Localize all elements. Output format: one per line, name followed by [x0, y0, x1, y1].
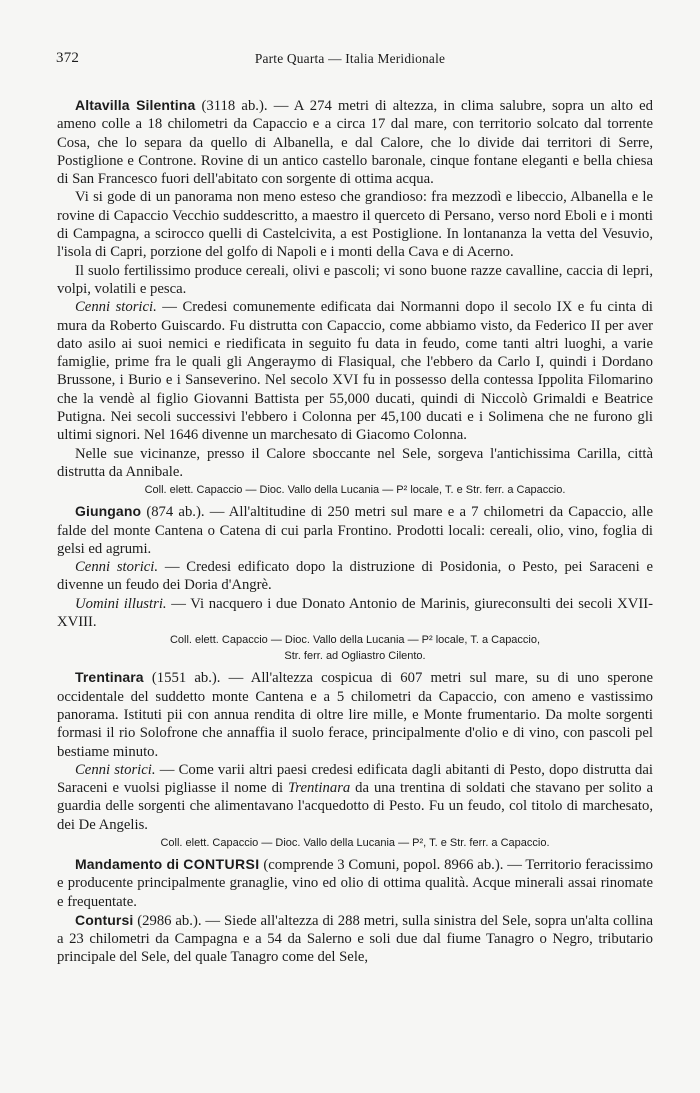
paragraph-notables	[57, 595, 653, 632]
paragraph-text: — Come varii altri paesi credesi edificata dagli abitanti di Pesto, dopo distrutta dai Saraceni e vuolsi pigliasse il nome di	[57, 761, 654, 797]
entry-title: Altavilla Silentina	[75, 97, 196, 113]
section-label: Cenni storici.	[75, 299, 157, 316]
page-header	[56, 50, 644, 70]
section-label: Uomini illustri.	[75, 595, 167, 612]
electoral-note: Coll. elett. Capaccio — Dioc. Vallo della Lucania — P² locale, T. e Str. ferr. a Capaccio.	[144, 484, 566, 497]
paragraph-text: (1551 ab.). — All'altezza cospicua di 607 metri sul mare, su di uno sperone occidentale del suddetto monte Cantena e a 5 chilometri da Capaccio, con ameno e vastissimo panorama. Istituti pii con annua rendita di oltre lire mille, e Monte frumentario. Da molte sorgenti formasi il rio Solofrone che annaffia il suolo ferace, principalmente d'olio e di vino, con pascoli pel bestiame minuto.	[57, 670, 653, 760]
electoral-note	[57, 632, 653, 664]
entry-title: Giungano	[75, 503, 142, 520]
entry-title-name: CONTURSI	[183, 855, 260, 872]
paragraph-history	[57, 761, 653, 834]
section-label: Cenni storici.	[75, 761, 156, 778]
paragraph: Vi si gode di un panorama non meno esteso che grandioso: fra mezzodì e libeccio, Albanella e le rovine di Capaccio Vecchio suddescritto, a maestro il querceto di Persano, verso nord Eboli e i monti di Campagna, a scirocco quelli di Castelcivita, a est Postiglione. In lontananza la vetta del Vesuvio, l'isola di Capri, porzione del golfo di Napoli e i monti della Cava e di Acerno.	[57, 189, 653, 261]
electoral-note: Coll. elett. Capaccio — Dioc. Vallo della Lucania — P², T. e Str. ferr. a Capaccio.	[160, 836, 550, 849]
paragraph-text: (874 ab.). — All'altitudine di 250 metri sul mare e a 7 chilometri da Capaccio, alle falde del monte Cantena o Catena di cui parla Frontino. Prodotti locali: cereali, olio, vino, foglia di gelsi ed agrumi.	[57, 504, 653, 557]
paragraph: Il suolo fertilissimo produce cereali, olivi e pascoli; vi sono buone razze cavalline, caccia di lepri, volpi, volatili e pesca.	[57, 262, 653, 297]
paragraph-text: da una trentina di soldati che stavano per solito a guardia delle sorgenti che alimentavano l'acquedotto di Pesto. Fu un feudo, col titolo di marchesato, dei De Angelis.	[57, 780, 654, 833]
page-number: 372	[56, 50, 80, 66]
entry-mandamento-contursi	[57, 855, 653, 911]
section-label: Cenni storici.	[75, 559, 159, 576]
entry-giungano	[57, 502, 653, 558]
page-body	[57, 96, 653, 967]
entry-trentinara	[57, 668, 653, 760]
running-title: Parte Quarta — Italia Meridionale	[254, 51, 446, 66]
paragraph: Nelle sue vicinanze, presso il Calore sboccante nel Sele, sorgeva l'antichissima Carilla, città distrutta da Annibale.	[57, 445, 653, 480]
paragraph-history	[57, 298, 653, 444]
entry-title	[75, 856, 260, 872]
paragraph-text: — Credesi comunemente edificata dai Normanni dopo il secolo IX e fu cinta di mura da Roberto Guiscardo. Fu distrutta con Capaccio, come abbiamo visto, da Federico II per aver dato asilo ai suoi nemici e riedificata in seguito fu data in feudo, come tanti altri luoghi, a varie famiglie, prime fra le quali gli Angeraymo di Flasiqual, che l'ebbero da Carlo I, quindi i Dordano Brussone, i Burio e i Sanseverino. Nel secolo XVI fu in possesso della contessa Ippolita Filomarino che la vendè al figlio Giovanni Battista per 55,000 ducati, quindi di Niccolò Grimaldi e Beatrice Putigna. Nei secoli successivi l'ebbero i Colonna per 45,100 ducati e i Solimena che ne furono gli ultimi signori. Nel 1646 divenne un marchesato di Giacomo Colonna.	[57, 299, 653, 444]
paragraph-text: (3118 ab.). — A 274 metri di altezza, in clima salubre, sopra un alto ed ameno colle a 18 chilometri da Capaccio e a circa 17 dal mare, con territorio solcato dal torrente Cosa, che lo separa da quello di Albanella, e dal Calore, che lo divide dai territori di Serre, Postiglione e Controne. Rovine di un antico castello baronale, cinque fontane eleganti e bella chiesa di San Francesco fuori dell'abitato con sorgente di ottima acqua.	[57, 98, 653, 188]
italic-term: Trentinara	[287, 780, 351, 797]
entry-title: Contursi	[75, 911, 134, 928]
paragraph-text: (comprende 3 Comuni, popol. 8966 ab.). — Territorio feracissimo e producente principalmente granaglie, vino ed olio di ottima qualità. Acque minerali assai rinomate e frequentate.	[57, 856, 653, 910]
electoral-note-line: Coll. elett. Capaccio — Dioc. Vallo della Lucania — P² locale, T. a Capaccio,	[169, 634, 541, 647]
entry-title: Trentinara	[75, 669, 144, 686]
entry-altavilla	[57, 96, 653, 188]
electoral-note-line: Str. ferr. ad Ogliastro Cilento.	[284, 650, 426, 663]
paragraph-text: — Credesi edificato dopo la distruzione di Posidonia, o Pesto, pei Saraceni e divenne un feudo dei Doria d'Angrè.	[57, 559, 653, 594]
paragraph-history	[57, 558, 653, 595]
paragraph-text: (2986 ab.). — Siede all'altezza di 288 metri, sulla sinistra del Sele, sopra un'alta collina a 23 chilometri da Campagna e a 54 da Salerno e soli due dal fiume Tanagro o Negro, tributario principale del Sele, del quale Tanagro come del Sele,	[57, 912, 653, 966]
entry-contursi	[57, 911, 653, 967]
paragraph-text: — Vi nacquero i due Donato Antonio de Marinis, giureconsulti dei secoli XVII-XVIII.	[57, 595, 653, 631]
entry-title-prefix: Mandamento di	[75, 855, 184, 872]
